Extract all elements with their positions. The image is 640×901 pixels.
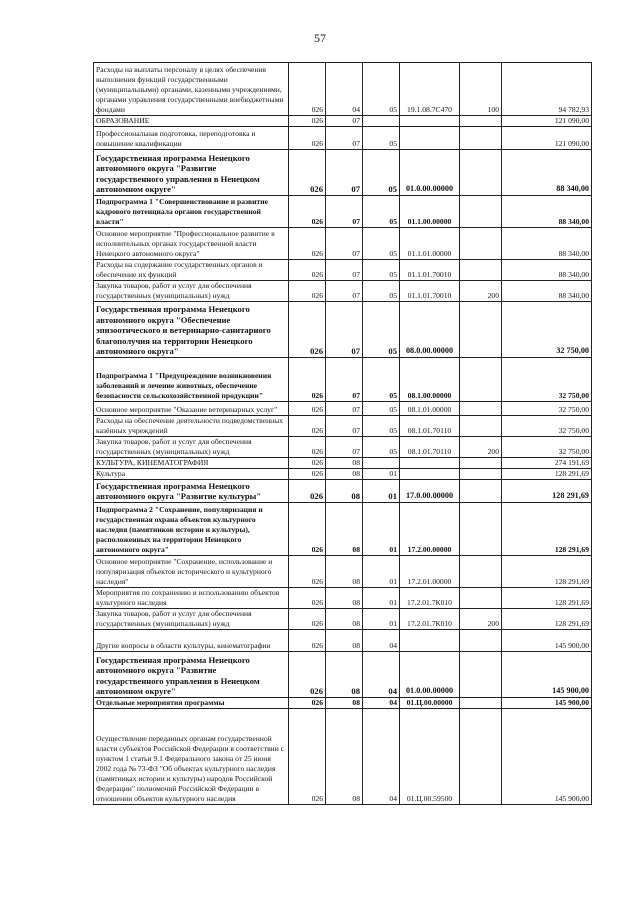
table-row <box>94 358 592 402</box>
row-expense-type <box>460 127 502 150</box>
row-name: Подпрограмма 1 "Совершенствование и развитие кадрового потенциала органов государственной власти" <box>94 196 289 228</box>
row-target-article: 01.1.01.70010 <box>400 260 460 281</box>
row-amount: 32 750,00 <box>502 302 592 358</box>
row-amount: 145 900,00 <box>502 630 592 652</box>
row-subsection: 05 <box>363 228 400 260</box>
row-ministry-code: 026 <box>289 588 326 609</box>
row-amount: 94 782,93 <box>502 63 592 116</box>
row-subsection: 01 <box>363 588 400 609</box>
row-expense-type <box>460 469 502 480</box>
table-row <box>94 437 592 458</box>
row-target-article: 17.0.00.00000 <box>400 480 460 503</box>
row-section: 07 <box>326 260 363 281</box>
row-subsection: 05 <box>363 302 400 358</box>
table-row <box>94 228 592 260</box>
row-amount: 274 191,69 <box>502 458 592 469</box>
row-name: Государственная программа Ненецкого автономного округа "Обеспечение эпизоотического и ветеринарно-санитарного благополучия на территории Ненецкого автономного округа" <box>94 302 289 358</box>
row-target-article: 01.Ц.00.59500 <box>400 709 460 805</box>
row-section: 08 <box>326 609 363 630</box>
row-name: Профессиональная подготовка, переподготовка и повышение квалификации <box>94 127 289 150</box>
row-target-article: 08.1.01.70110 <box>400 416 460 437</box>
row-ministry-code: 026 <box>289 402 326 416</box>
row-expense-type <box>460 416 502 437</box>
row-section: 08 <box>326 652 363 698</box>
row-name: Мероприятия по сохранению и использованию объектов культурного наследия <box>94 588 289 609</box>
row-amount: 121 090,00 <box>502 116 592 127</box>
row-section: 07 <box>326 150 363 196</box>
row-name: КУЛЬТУРА, КИНЕМАТОГРАФИЯ <box>94 458 289 469</box>
page-number: 57 <box>314 31 326 45</box>
row-target-article: 01.0.00.00000 <box>400 652 460 698</box>
row-expense-type <box>460 480 502 503</box>
row-target-article: 19.1.08.7С470 <box>400 63 460 116</box>
row-ministry-code: 026 <box>289 480 326 503</box>
row-subsection: 05 <box>363 358 400 402</box>
row-expense-type: 100 <box>460 63 502 116</box>
row-name: Закупка товаров, работ и услуг для обеспечения государственных (муниципальных) нужд <box>94 609 289 630</box>
row-name: Основное мероприятие "Профессиональное развитие в исполнительных органах государственной власти Ненецкого автономного округа" <box>94 228 289 260</box>
row-target-article: 17.2.01.7К010 <box>400 588 460 609</box>
table-row <box>94 196 592 228</box>
row-ministry-code: 026 <box>289 469 326 480</box>
row-section: 07 <box>326 127 363 150</box>
row-expense-type <box>460 358 502 402</box>
row-amount: 145 900,00 <box>502 652 592 698</box>
row-target-article <box>400 469 460 480</box>
row-expense-type <box>460 458 502 469</box>
row-name: ОБРАЗОВАНИЕ <box>94 116 289 127</box>
row-expense-type <box>460 260 502 281</box>
row-expense-type: 200 <box>460 609 502 630</box>
row-section: 08 <box>326 588 363 609</box>
row-target-article <box>400 458 460 469</box>
table-row <box>94 458 592 469</box>
row-ministry-code: 026 <box>289 302 326 358</box>
row-subsection: 05 <box>363 63 400 116</box>
row-target-article <box>400 127 460 150</box>
row-section: 07 <box>326 358 363 402</box>
table-row <box>94 698 592 709</box>
table-row <box>94 402 592 416</box>
row-expense-type: 200 <box>460 281 502 302</box>
row-expense-type <box>460 652 502 698</box>
table-row <box>94 588 592 609</box>
row-target-article: 08.1.01.00000 <box>400 402 460 416</box>
row-subsection: 01 <box>363 503 400 556</box>
row-section: 07 <box>326 302 363 358</box>
row-expense-type <box>460 228 502 260</box>
row-target-article: 01.1.00.00000 <box>400 196 460 228</box>
row-name: Закупка товаров, работ и услуг для обеспечения государственных (муниципальных) нужд <box>94 437 289 458</box>
row-subsection: 05 <box>363 437 400 458</box>
row-target-article: 17.2.00.00000 <box>400 503 460 556</box>
row-amount: 145 900,00 <box>502 709 592 805</box>
table-row <box>94 469 592 480</box>
row-subsection: 05 <box>363 127 400 150</box>
row-expense-type <box>460 556 502 588</box>
row-amount: 128 291,69 <box>502 480 592 503</box>
row-section: 08 <box>326 630 363 652</box>
row-target-article: 01.1.01.70010 <box>400 281 460 302</box>
table-row <box>94 150 592 196</box>
row-expense-type <box>460 503 502 556</box>
row-ministry-code: 026 <box>289 458 326 469</box>
row-section: 07 <box>326 116 363 127</box>
row-ministry-code: 026 <box>289 358 326 402</box>
row-name: Государственная программа Ненецкого автономного округа "Развитие культуры" <box>94 480 289 503</box>
row-name: Подпрограмма 2 "Сохранение, популяризация и государственная охрана объектов культурного наследия (памятников истории и культуры), расположенных на территории Ненецкого автономного округа" <box>94 503 289 556</box>
row-section: 08 <box>326 709 363 805</box>
row-amount: 32 750,00 <box>502 358 592 402</box>
row-section: 07 <box>326 437 363 458</box>
row-target-article: 08.1.00.00000 <box>400 358 460 402</box>
table-row <box>94 127 592 150</box>
row-name: Расходы на выплаты персоналу в целях обеспечения выполнения функций государственными (муниципальными) органами, казенными учреждениями, органами управления государственными внебюджетными фондами <box>94 63 289 116</box>
row-subsection: 04 <box>363 630 400 652</box>
row-name: Другие вопросы в области культуры, кинематографии <box>94 630 289 652</box>
row-target-article: 17.2.01.7К010 <box>400 609 460 630</box>
row-subsection: 01 <box>363 480 400 503</box>
table-row <box>94 260 592 281</box>
row-ministry-code: 026 <box>289 228 326 260</box>
row-amount: 121 090,00 <box>502 127 592 150</box>
row-subsection: 01 <box>363 469 400 480</box>
row-ministry-code: 026 <box>289 609 326 630</box>
row-expense-type <box>460 588 502 609</box>
row-target-article <box>400 116 460 127</box>
row-section: 08 <box>326 480 363 503</box>
table-row <box>94 503 592 556</box>
row-ministry-code: 026 <box>289 260 326 281</box>
budget-table <box>93 62 592 805</box>
row-name: Расходы на содержание государственных органов и обеспечение их функций <box>94 260 289 281</box>
row-subsection: 05 <box>363 150 400 196</box>
row-section: 08 <box>326 503 363 556</box>
row-expense-type <box>460 709 502 805</box>
row-amount: 88 340,00 <box>502 150 592 196</box>
row-expense-type <box>460 116 502 127</box>
row-amount: 128 291,69 <box>502 609 592 630</box>
row-section: 08 <box>326 469 363 480</box>
row-name: Основное мероприятие "Сохранение, использование и популяризация объектов исторического и культурного наследия" <box>94 556 289 588</box>
table-body <box>94 63 592 805</box>
row-target-article: 08.0.00.00000 <box>400 302 460 358</box>
row-ministry-code: 026 <box>289 556 326 588</box>
row-expense-type <box>460 150 502 196</box>
row-ministry-code: 026 <box>289 630 326 652</box>
table-row <box>94 63 592 116</box>
row-subsection: 04 <box>363 698 400 709</box>
row-section: 07 <box>326 402 363 416</box>
row-expense-type <box>460 302 502 358</box>
row-ministry-code: 026 <box>289 652 326 698</box>
row-name: Закупка товаров, работ и услуг для обеспечения государственных (муниципальных) нужд <box>94 281 289 302</box>
row-target-article: 01.1.01.00000 <box>400 228 460 260</box>
table-row <box>94 556 592 588</box>
row-name: Отдельные мероприятия программы <box>94 698 289 709</box>
row-target-article <box>400 630 460 652</box>
table-row <box>94 630 592 652</box>
row-amount: 128 291,69 <box>502 503 592 556</box>
row-amount: 32 750,00 <box>502 437 592 458</box>
row-name: Государственная программа Ненецкого автономного округа "Развитие государственного управления в Ненецком автономном округе" <box>94 150 289 196</box>
row-name: Основное мероприятие "Оказание ветеринарных услуг" <box>94 402 289 416</box>
row-ministry-code: 026 <box>289 150 326 196</box>
row-expense-type <box>460 630 502 652</box>
row-section: 07 <box>326 228 363 260</box>
row-section: 08 <box>326 458 363 469</box>
row-name: Подпрограмма 1 "Предупреждение возникновения заболеваний и лечение животных, обеспечение безопасности сельскохозяйственной продукции" <box>94 358 289 402</box>
table-row <box>94 480 592 503</box>
row-ministry-code: 026 <box>289 63 326 116</box>
row-section: 07 <box>326 196 363 228</box>
row-name: Осуществление переданных органам государственной власти субъектов Российской Федерации в соответствии с пунктом 1 статьи 9.1 Федерального закона от 25 июня 2002 года № 73-ФЗ "Об объектах культурного наследия (памятниках истории и культуры) народов Российской Федерации" полномочий Российской Федерации в отношении объектов культурного наследия <box>94 709 289 805</box>
row-subsection: 01 <box>363 556 400 588</box>
row-ministry-code: 026 <box>289 281 326 302</box>
table-row <box>94 281 592 302</box>
row-amount: 88 340,00 <box>502 228 592 260</box>
row-amount: 88 340,00 <box>502 260 592 281</box>
row-subsection: 05 <box>363 402 400 416</box>
row-ministry-code: 026 <box>289 116 326 127</box>
row-target-article: 01.Ц.00.00000 <box>400 698 460 709</box>
row-subsection: 04 <box>363 709 400 805</box>
row-ministry-code: 026 <box>289 437 326 458</box>
row-ministry-code: 026 <box>289 698 326 709</box>
row-name: Расходы на обеспечение деятельности подведомственных казённых учреждений <box>94 416 289 437</box>
row-subsection: 05 <box>363 196 400 228</box>
row-expense-type <box>460 698 502 709</box>
table-row <box>94 652 592 698</box>
row-amount: 88 340,00 <box>502 196 592 228</box>
row-amount: 88 340,00 <box>502 281 592 302</box>
row-ministry-code: 026 <box>289 196 326 228</box>
row-subsection: 05 <box>363 281 400 302</box>
row-subsection: 05 <box>363 416 400 437</box>
row-target-article: 08.1.01.70110 <box>400 437 460 458</box>
row-section: 07 <box>326 281 363 302</box>
row-amount: 128 291,69 <box>502 469 592 480</box>
row-name: Государственная программа Ненецкого автономного округа "Развитие государственного управления в Ненецком автономном округе" <box>94 652 289 698</box>
row-subsection <box>363 458 400 469</box>
row-ministry-code: 026 <box>289 503 326 556</box>
row-amount: 128 291,69 <box>502 588 592 609</box>
row-amount: 32 750,00 <box>502 416 592 437</box>
row-ministry-code: 026 <box>289 416 326 437</box>
table-row <box>94 609 592 630</box>
row-expense-type: 200 <box>460 437 502 458</box>
row-expense-type <box>460 402 502 416</box>
row-name: Культура <box>94 469 289 480</box>
row-section: 04 <box>326 63 363 116</box>
row-subsection: 05 <box>363 260 400 281</box>
row-expense-type <box>460 196 502 228</box>
row-section: 08 <box>326 556 363 588</box>
row-amount: 145 900,00 <box>502 698 592 709</box>
row-section: 08 <box>326 698 363 709</box>
row-target-article: 01.0.00.00000 <box>400 150 460 196</box>
table-row <box>94 709 592 805</box>
row-amount: 32 750,00 <box>502 402 592 416</box>
row-subsection <box>363 116 400 127</box>
row-amount: 128 291,69 <box>502 556 592 588</box>
row-target-article: 17.2.01.00000 <box>400 556 460 588</box>
row-section: 07 <box>326 416 363 437</box>
row-subsection: 04 <box>363 652 400 698</box>
row-subsection: 01 <box>363 609 400 630</box>
row-ministry-code: 026 <box>289 127 326 150</box>
table-row <box>94 302 592 358</box>
table-row <box>94 416 592 437</box>
row-ministry-code: 026 <box>289 709 326 805</box>
table-row <box>94 116 592 127</box>
